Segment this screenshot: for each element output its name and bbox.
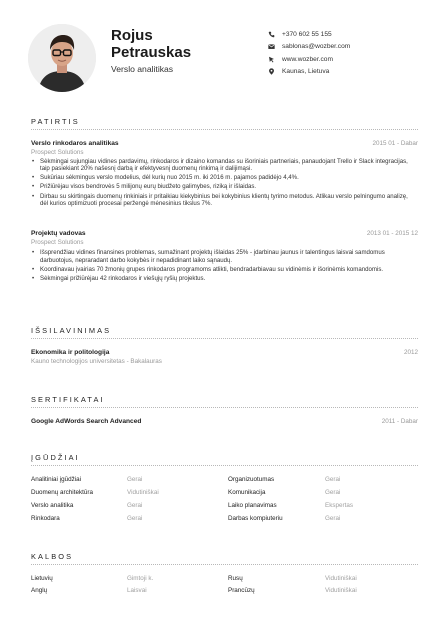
location-pin-icon: [268, 68, 282, 75]
skill-name: Rinkodara: [31, 515, 60, 522]
profile-photo: [28, 24, 96, 92]
section-title-education: IŠSILAVINIMAS: [31, 326, 112, 335]
skill-name: Duomenų architektūra: [31, 489, 93, 496]
section-title-experience: PATIRTIS: [31, 117, 80, 126]
job-position: Verslo rinkodaros analitikas: [31, 140, 119, 147]
language-level: Laisvai: [127, 587, 147, 594]
envelope-icon: [268, 43, 282, 50]
section-divider: [31, 129, 418, 130]
section-divider: [31, 407, 418, 408]
section-title-certificates: SERTIFIKATAI: [31, 395, 105, 404]
certificate-dates: 2011 - Dabar: [381, 418, 418, 425]
list-item: • Sėkmingai sujungiau vidines pardavimų, rinkodaros ir dizaino komandas su išoriniais partneriais, panaudojant Trello ir Slack integracijas, taip pasiekiant 20% našesnį darbą ir efektyvesnį duomenų rinkimą ir dalijimąsi.: [31, 158, 411, 173]
contact-location-text: Kaunas, Lietuva: [282, 68, 330, 76]
language-level: Gimtoji k.: [127, 575, 154, 582]
contact-list: [268, 28, 438, 78]
list-item: • Sukūriau sėkmingus verslo modelius, dėl kurių nuo 2015 m. iki 2016 m. pajamos padidėjo 4,4%.: [31, 174, 411, 182]
section-divider: [31, 338, 418, 339]
skill-level: Gerai: [325, 476, 341, 483]
job-bullets: [31, 158, 411, 210]
avatar: [28, 24, 96, 92]
skill-name: Laiko planavimas: [228, 502, 277, 509]
job-title-header: Verslo analitikas: [111, 64, 174, 74]
skill-level: Gerai: [127, 515, 143, 522]
cursor-icon: [268, 56, 282, 63]
skill-name: Darbas kompiuteriu: [228, 515, 283, 522]
job-dates: 2015 01 - Dabar: [372, 140, 418, 147]
skill-name: Analitiniai įgūdžiai: [31, 476, 82, 483]
contact-website[interactable]: [268, 53, 438, 66]
language-level: Vidutiniškai: [325, 575, 357, 582]
skill-level: Gerai: [325, 489, 341, 496]
first-name: Rojus: [111, 27, 153, 44]
job-position: Projektų vadovas: [31, 230, 86, 237]
skill-row: [31, 476, 418, 488]
contact-email[interactable]: [268, 41, 438, 54]
skill-level: Gerai: [325, 515, 341, 522]
language-name: Anglų: [31, 587, 48, 594]
list-item: • Koordinavau įvairias 70 žmonių grupes rinkodaros programoms atlikti, bendradarbiavau su vidinėmis ir išorinėmis komandomis.: [31, 266, 411, 274]
skill-level: Gerai: [127, 502, 143, 509]
education-degree: Ekonomika ir politologija: [31, 349, 110, 356]
job-bullets: [31, 249, 411, 284]
list-item: • Prižiūrėjau visos bendrovės 5 milijonų eurų biudžeto galimybes, riziką ir išlaidas.: [31, 183, 411, 191]
section-divider: [31, 564, 418, 565]
language-name: Rusų: [228, 575, 243, 582]
full-name: [111, 27, 251, 61]
skill-name: Komunikacija: [228, 489, 266, 496]
skill-level: Vidutiniškai: [127, 489, 159, 496]
list-item: • Dirbau su skirtingais duomenų rinkiniais ir pritaikiau kiekybinius bei kokybinius klientų tyrimo metodus. Atlikau verslo pelningumo analizę, dėl kurios optimizuoti procesai peržengė mėnesinius tikslus 7%.: [31, 193, 411, 208]
last-name: Petrauskas: [111, 44, 192, 61]
certificate-name: Google AdWords Search Advanced: [31, 418, 142, 425]
education-school: Kauno technologijos universitetas - Bakalauras: [31, 358, 162, 365]
skill-row: [31, 515, 418, 527]
skill-name: Organizuotumas: [228, 476, 275, 483]
job-company: Prospect Solutions: [31, 238, 84, 246]
skill-row: [31, 489, 418, 501]
language-level: Vidutiniškai: [325, 587, 357, 594]
contact-email-text: sablonas@wozber.com: [282, 43, 351, 51]
education-year: 2012: [403, 349, 418, 356]
section-title-skills: ĮGŪDŽIAI: [31, 453, 80, 462]
skill-name: Verslo analitika: [31, 502, 74, 509]
contact-phone-text: +370 602 55 155: [282, 30, 332, 38]
language-row: [31, 587, 418, 599]
language-row: [31, 575, 418, 587]
list-item: • Išsprendžiau vidines finansines problemas, sumažinant projektų išlaidas 25% - įdarbinau jaunus ir talentingus laisvai samdomus darbuotojus, nepraradant darbo kokybės ir nepadidinant laiko sąnaudų.: [31, 249, 411, 264]
skill-level: Ekspertas: [325, 502, 353, 509]
list-item: • Sėkmingai prižiūrėjau 42 rinkodaros ir viešųjų ryšių projektus.: [31, 275, 411, 283]
phone-icon: [268, 31, 282, 38]
contact-website-text: www.wozber.com: [282, 55, 333, 63]
contact-location: [268, 66, 438, 79]
contact-phone[interactable]: [268, 28, 438, 41]
language-name: Lietuvių: [31, 575, 53, 582]
language-name: Prancūzų: [228, 587, 255, 594]
section-divider: [31, 465, 418, 466]
skill-row: [31, 502, 418, 514]
job-dates: 2013 01 - 2015 12: [366, 230, 418, 237]
section-title-languages: KALBOS: [31, 552, 74, 561]
skill-level: Gerai: [127, 476, 143, 483]
job-company: Prospect Solutions: [31, 148, 84, 156]
